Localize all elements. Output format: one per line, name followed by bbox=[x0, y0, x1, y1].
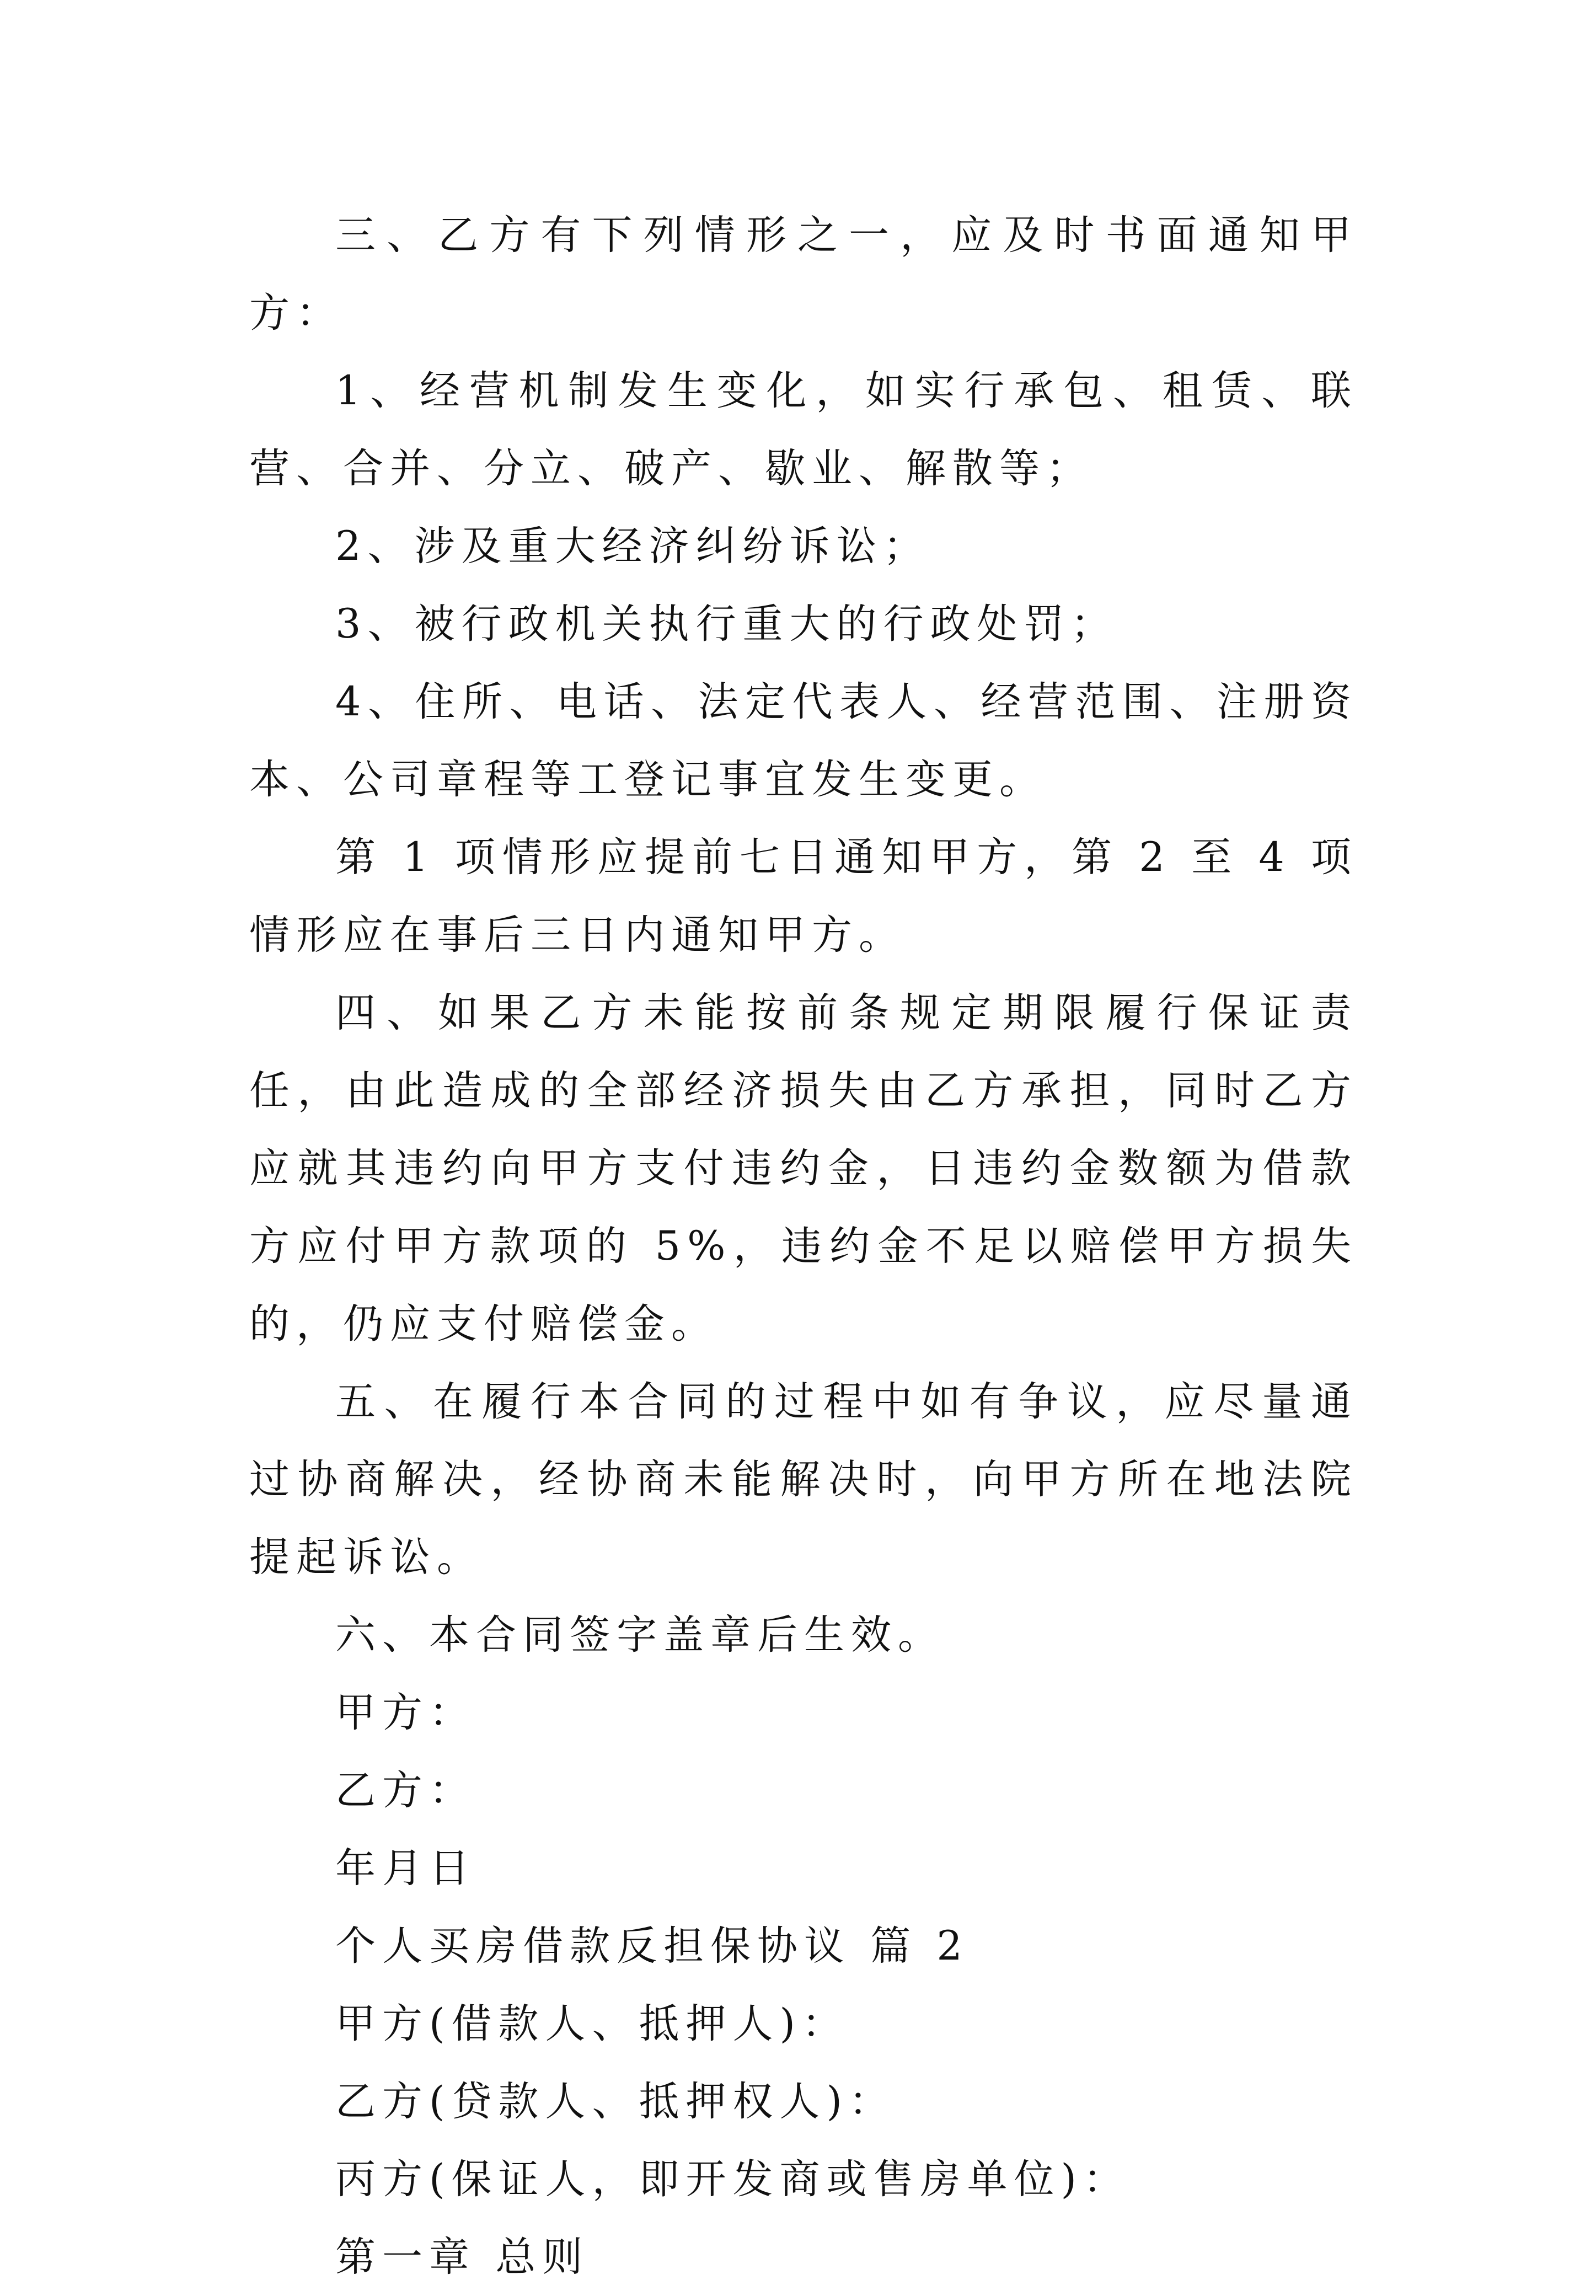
document-body bbox=[249, 196, 1358, 2296]
paragraph-notice-timing: 第 1 项情形应提前七日通知甲方，第 2 至 4 项情形应在事后三日内通知甲方。 bbox=[249, 834, 1358, 959]
paragraph-clause-5: 五、在履行本合同的过程中如有争议，应尽量通过协商解决，经协商未能解决时，向甲方所在地法院提起诉讼。 bbox=[249, 1378, 1358, 1581]
paragraph-item-2: 2、涉及重大经济纠纷诉讼； bbox=[335, 523, 930, 570]
paragraph-item-1: 1、经营机制发生变化，如实行承包、租赁、联营、合并、分立、破产、歇业、解散等； bbox=[249, 367, 1358, 492]
party-b-line: 乙方(贷款人、抵押权人)： bbox=[335, 2078, 896, 2125]
party-a-signature-line: 甲方： bbox=[335, 1689, 476, 1736]
paragraph-clause-6: 六、本合同签字盖章后生效。 bbox=[335, 1612, 945, 1658]
section-title: 个人买房借款反担保协议 篇 2 bbox=[335, 1923, 969, 1969]
party-a-line: 甲方(借款人、抵押人)： bbox=[335, 2000, 849, 2047]
paragraph-item-3: 3、被行政机关执行重大的行政处罚； bbox=[335, 601, 1118, 647]
paragraph-item-4: 4、住所、电话、法定代表人、经营范围、注册资本、公司章程等工登记事宜发生变更。 bbox=[249, 678, 1358, 803]
party-b-signature-line: 乙方： bbox=[335, 1767, 476, 1814]
paragraph-clause-3: 三、乙方有下列情形之一，应及时书面通知甲方： bbox=[249, 212, 1358, 336]
party-c-line: 丙方(保证人，即开发商或售房单位)： bbox=[335, 2156, 1130, 2203]
chapter-heading: 第一章 总则 bbox=[335, 2234, 590, 2281]
date-line: 年月日 bbox=[335, 1845, 476, 1892]
paragraph-clause-4: 四、如果乙方未能按前条规定期限履行保证责任，由此造成的全部经济损失由乙方承担，同时乙方应就其违约向甲方支付违约金，日违约金数额为借款方应付甲方款项的 5%，违约金不足以赔偿甲方损失的，仍应支付赔偿金。 bbox=[249, 989, 1358, 1347]
